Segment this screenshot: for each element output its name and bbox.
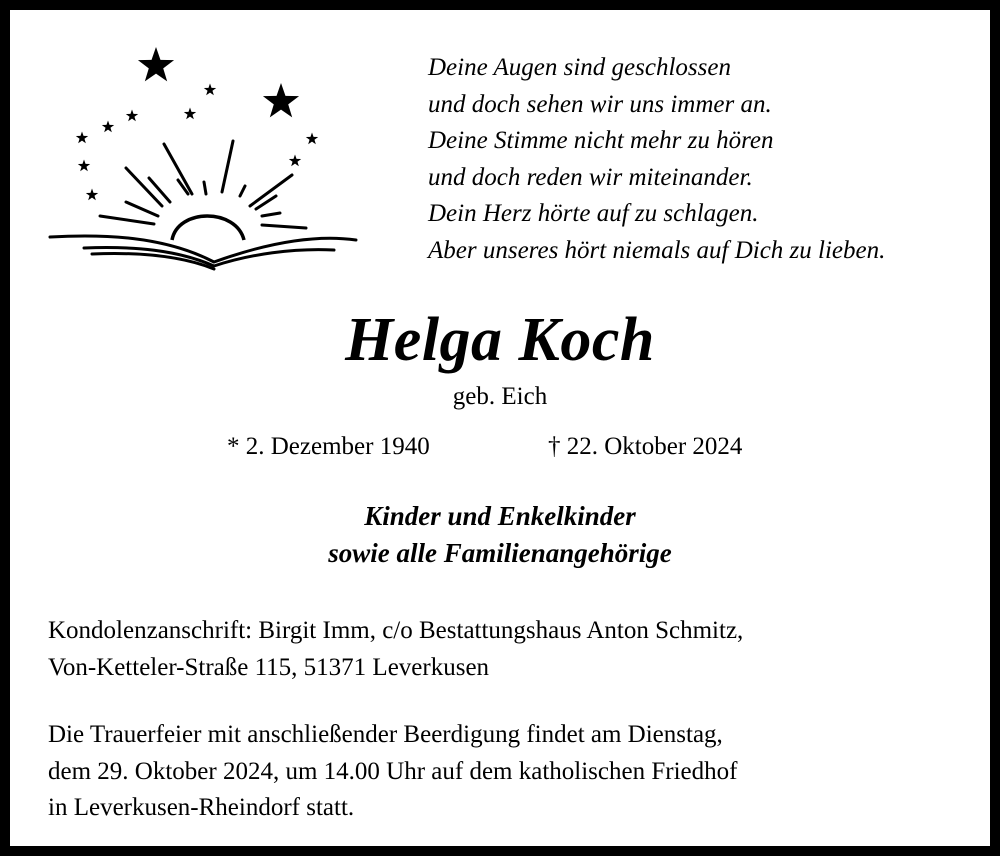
poem-line: Deine Stimme nicht mehr zu hören	[428, 127, 774, 155]
stars	[76, 47, 318, 200]
maiden-name: geb. Eich	[452, 383, 548, 410]
mourners	[0, 498, 1000, 572]
condolence-line: Kondolenzanschrift: Birgit Imm, c/o Bestattungshaus Anton Schmitz,	[48, 617, 744, 644]
condolence-line: Von-Ketteler-Straße 115, 51371 Leverkusen	[48, 653, 490, 681]
poem	[428, 50, 968, 270]
ceremony-line: Die Trauerfeier mit anschließender Beerdigung findet am Dienstag,	[48, 721, 723, 748]
poem-line: Aber unseres hört niemals auf Dich zu lieben.	[428, 236, 886, 264]
mourners-line: Kinder und Enkelkinder	[364, 501, 636, 531]
ceremony-line: dem 29. Oktober 2024, um 14.00 Uhr auf dem katholischen Friedhof	[48, 757, 738, 785]
deceased-name: Helga Koch	[345, 306, 655, 374]
sun-arc	[172, 216, 244, 240]
poem-line: und doch reden wir miteinander.	[428, 163, 753, 191]
poem-line: Dein Herz hörte auf zu schlagen.	[428, 200, 759, 228]
death-date: † 22. Oktober 2024	[548, 433, 743, 460]
ceremony-info	[48, 717, 948, 827]
poem-line: Deine Augen sind geschlossen	[428, 54, 731, 81]
sunrise-book-stars-icon	[44, 44, 364, 274]
birth-date: * 2. Dezember 1940	[227, 433, 430, 460]
mourners-line: sowie alle Familienangehörige	[328, 538, 672, 568]
condolence-address	[48, 613, 948, 686]
ceremony-line: in Leverkusen-Rheindorf statt.	[48, 794, 355, 821]
open-book	[50, 236, 356, 269]
poem-line: und doch sehen wir uns immer an.	[428, 90, 772, 118]
